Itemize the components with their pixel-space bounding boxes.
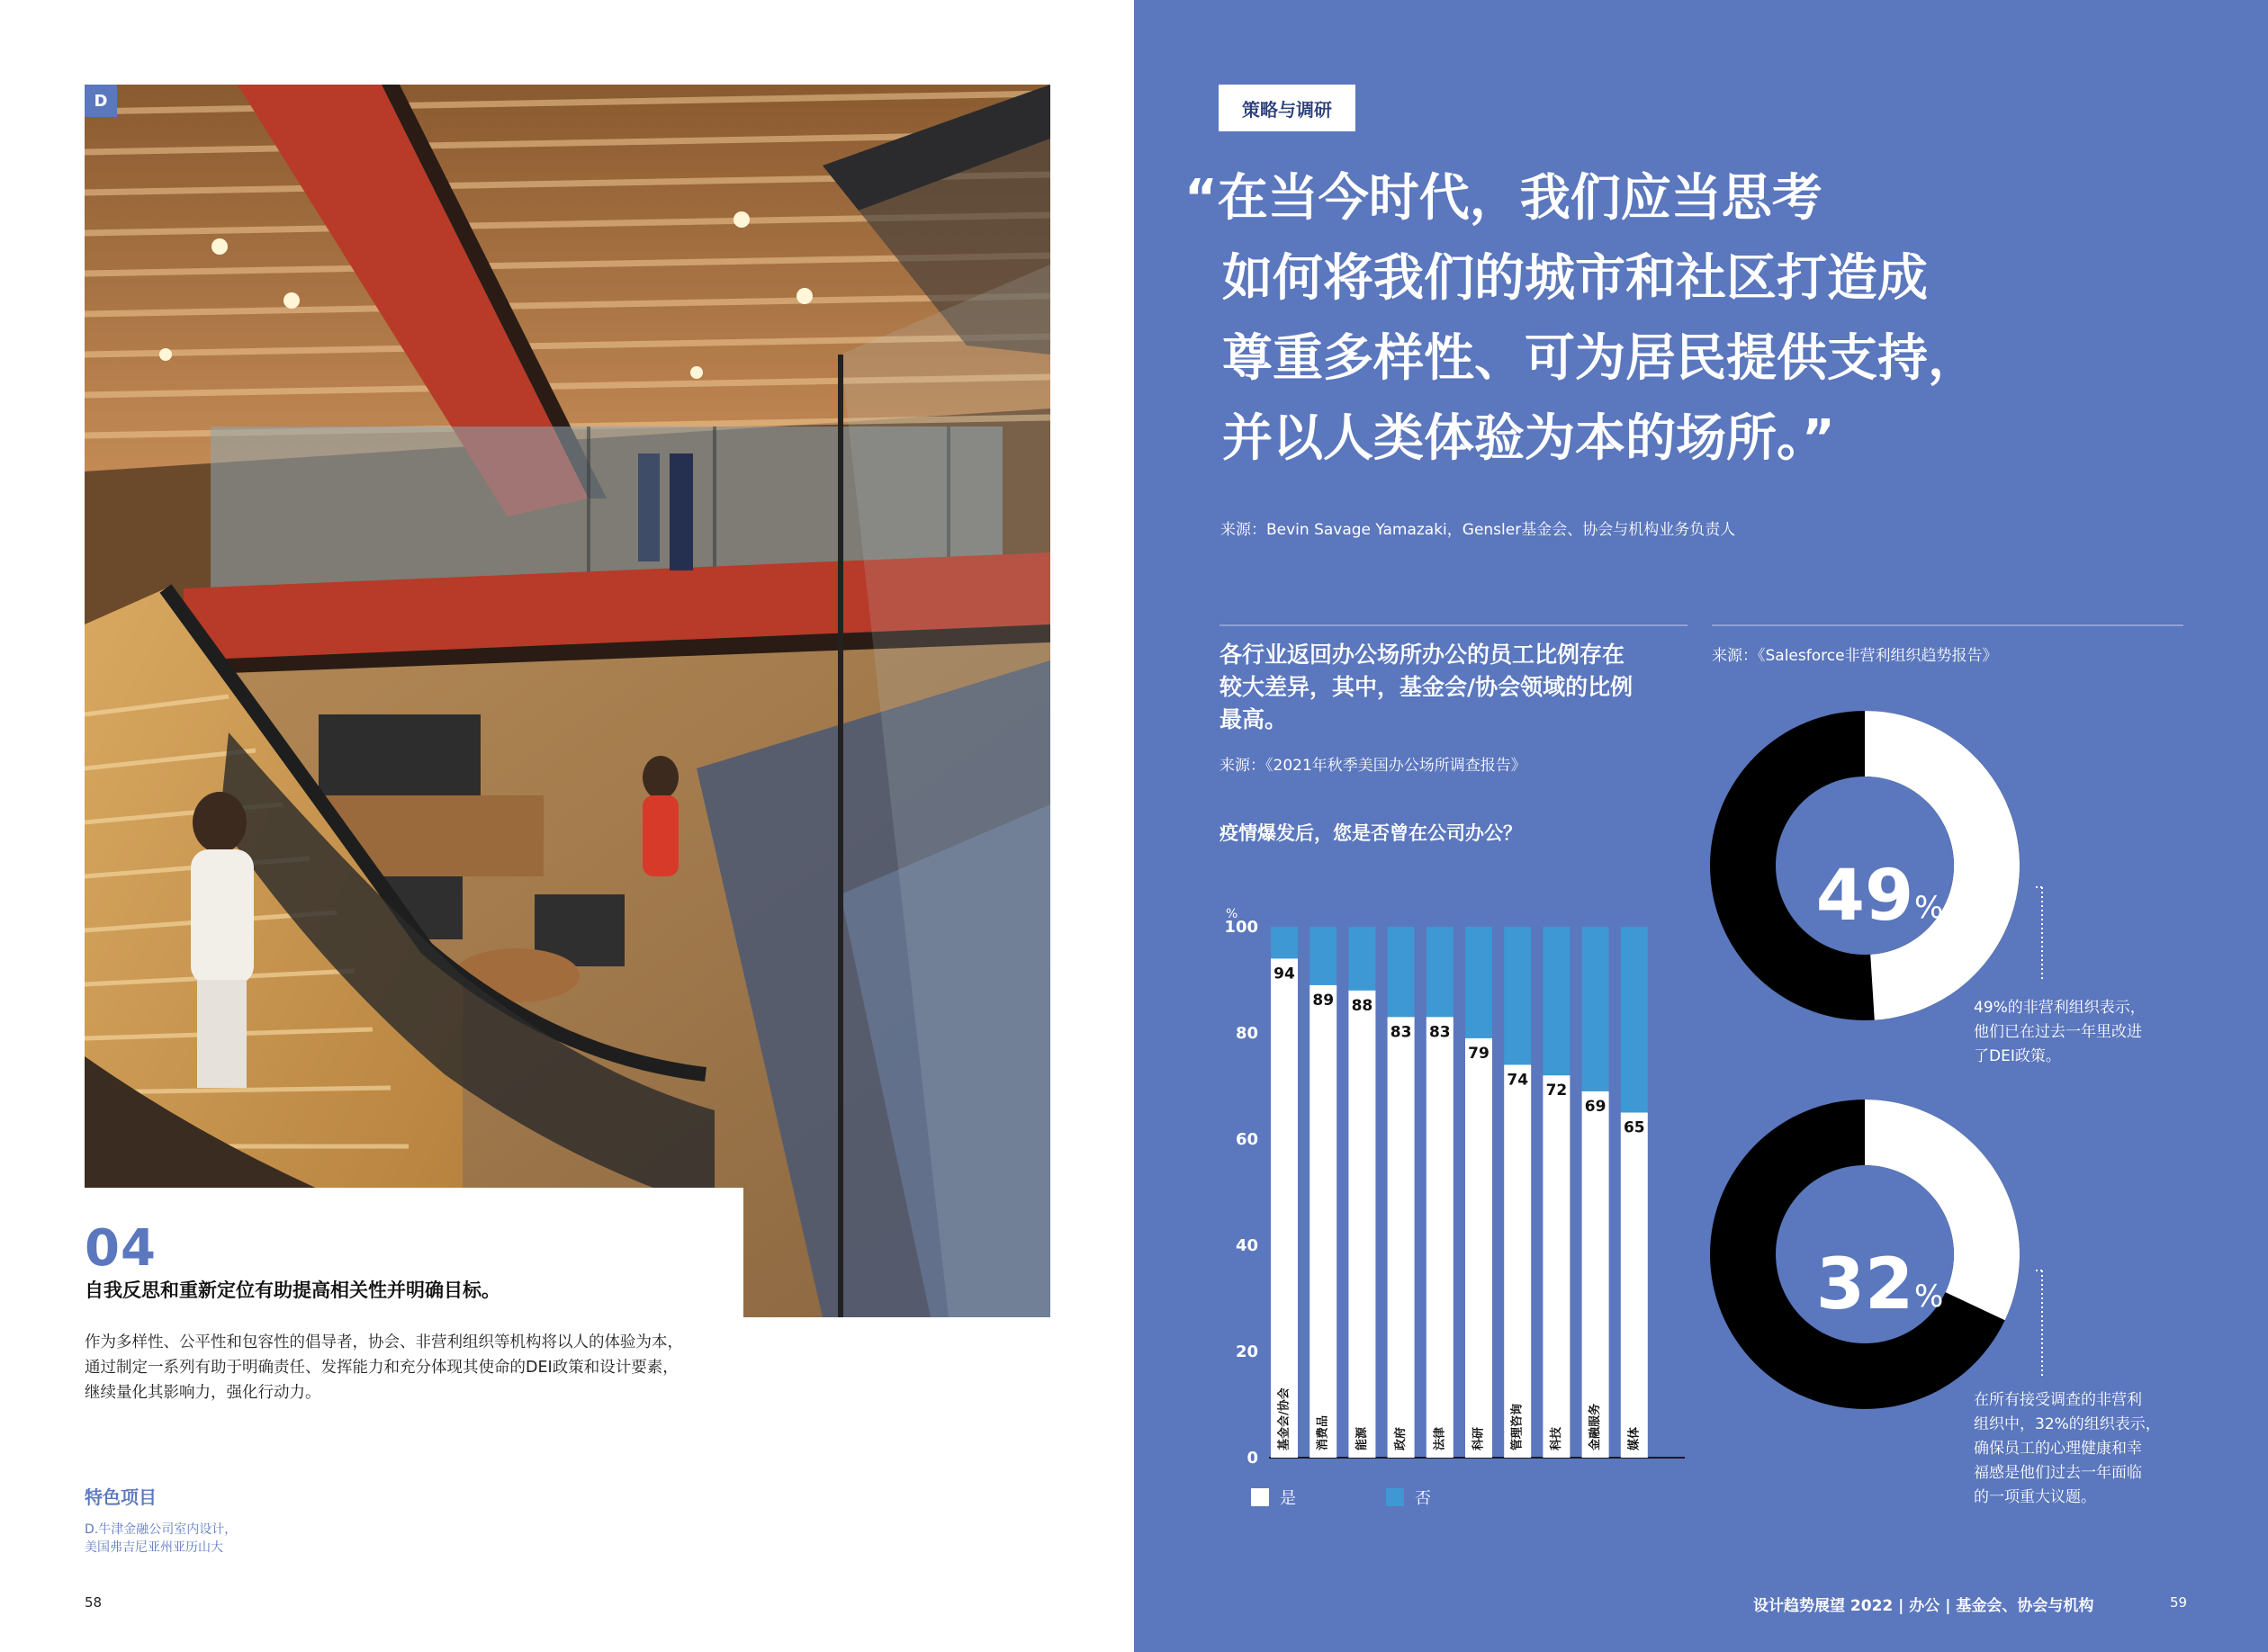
bar-yes bbox=[1271, 958, 1298, 1458]
bar-value-label: 83 bbox=[1428, 1023, 1451, 1042]
note-line: 确保员工的心理健康和幸 bbox=[1974, 1440, 2142, 1458]
caption-line: 美国弗吉尼亚州亚历山大 bbox=[85, 1540, 223, 1555]
survey-source: 来源：《Salesforce非营利组织趋势报告》 bbox=[1712, 647, 1998, 665]
note-line: 49%的非营利组织表示， bbox=[1974, 999, 2146, 1017]
y-tick-label: 80 bbox=[1235, 1024, 1258, 1043]
legend-label: 是 bbox=[1280, 1489, 1296, 1508]
quote-line: 尊重多样性、可为居民提供支持， bbox=[1222, 329, 1978, 388]
page-footer: 设计趋势展望 2022 | 办公 | 基金会、协会与机构 bbox=[1753, 1597, 2094, 1615]
bar-no bbox=[1621, 927, 1648, 1113]
bar-no bbox=[1543, 927, 1570, 1075]
bar-value-label: 79 bbox=[1468, 1044, 1490, 1063]
bar-yes bbox=[1543, 1075, 1570, 1458]
quote-source: 来源：Bevin Savage Yamazaki，Gensler基金会、协会与机构业务负责人 bbox=[1220, 521, 1736, 539]
quote-line: “在当今时代，我们应当思考 bbox=[1184, 169, 1822, 228]
bar-value-label: 74 bbox=[1507, 1071, 1529, 1090]
bar-no bbox=[1310, 927, 1336, 985]
body-line: 继续量化其影响力，强化行动力。 bbox=[85, 1384, 321, 1402]
photo-tag: D bbox=[85, 85, 117, 117]
page-number-left: 58 bbox=[85, 1594, 103, 1611]
bar-yes bbox=[1465, 1038, 1492, 1458]
bar-no bbox=[1271, 927, 1298, 958]
pull-quote bbox=[1184, 158, 1978, 479]
note-line: 在所有接受调查的非营利 bbox=[1974, 1391, 2142, 1409]
body-line: 作为多样性、公平性和包容性的倡导者，协会、非营利组织等机构将以人的体验为本， bbox=[85, 1333, 683, 1351]
donut-unit: % bbox=[1914, 890, 1944, 926]
bar-marks bbox=[1271, 927, 1648, 1458]
y-tick-label: 100 bbox=[1224, 918, 1258, 937]
bar-yes bbox=[1388, 1017, 1415, 1458]
donut-value: 32 bbox=[1815, 1244, 1914, 1325]
bar-value-label: 88 bbox=[1351, 996, 1373, 1015]
donut-unit: % bbox=[1914, 1279, 1944, 1315]
chart-source: 来源：《2021年秋季美国办公场所调查报告》 bbox=[1220, 757, 1526, 775]
quote-line: 并以人类体验为本的场所。” bbox=[1222, 409, 1835, 468]
bar-no bbox=[1348, 927, 1375, 991]
donut-value: 49 bbox=[1815, 856, 1914, 937]
section-title: 自我反思和重新定位有助提高相关性并明确目标。 bbox=[85, 1279, 500, 1301]
featured-project-label: 特色项目 bbox=[85, 1486, 157, 1508]
bar-yes bbox=[1310, 985, 1336, 1458]
bar-yes bbox=[1426, 1017, 1454, 1458]
bar-no bbox=[1426, 927, 1454, 1017]
donut-note bbox=[1974, 1388, 2161, 1510]
note-line: 的一项重大议题。 bbox=[1974, 1488, 2096, 1506]
quote-line: 如何将我们的城市和社区打造成 bbox=[1222, 249, 1928, 308]
stacked-bar-chart bbox=[1206, 891, 1692, 1521]
bar-no bbox=[1582, 927, 1609, 1091]
body-paragraph bbox=[85, 1330, 742, 1405]
category-label: 科技 bbox=[1549, 1426, 1563, 1450]
bar-value-label: 72 bbox=[1545, 1082, 1568, 1100]
note-line: 福感是他们过去一年面临 bbox=[1974, 1464, 2142, 1482]
category-label: 媒体 bbox=[1627, 1426, 1642, 1450]
chart-legend bbox=[1251, 1488, 1431, 1508]
bar-yes bbox=[1504, 1064, 1531, 1458]
donut-note bbox=[1974, 996, 2146, 1069]
bar-value-label: 65 bbox=[1623, 1118, 1645, 1137]
note-line: 组织中，32%的组织表示， bbox=[1974, 1415, 2161, 1433]
caption-line: D.牛津金融公司室内设计， bbox=[85, 1522, 238, 1537]
bar-value-label: 69 bbox=[1584, 1097, 1606, 1116]
bar-value-label: 83 bbox=[1390, 1023, 1412, 1042]
chart-question: 疫情爆发后，您是否曾在公司办公？ bbox=[1220, 822, 1522, 844]
legend-swatch bbox=[1251, 1488, 1269, 1506]
category-label: 科研 bbox=[1472, 1426, 1486, 1450]
bar-value-label: 94 bbox=[1274, 965, 1295, 983]
y-tick-label: 60 bbox=[1235, 1130, 1258, 1149]
chart-heading-line: 最高。 bbox=[1220, 706, 1288, 732]
category-label: 金融服务 bbox=[1588, 1403, 1603, 1450]
y-axis-unit: % bbox=[1226, 907, 1238, 921]
chart-heading bbox=[1220, 639, 1633, 736]
photo-caption bbox=[85, 1521, 237, 1557]
category-tag: 策略与调研 bbox=[1219, 85, 1355, 131]
note-line: 他们已在过去一年里改进 bbox=[1974, 1023, 2142, 1041]
bar-no bbox=[1504, 927, 1531, 1064]
bar-value-label: 89 bbox=[1312, 991, 1335, 1010]
category-label: 消费品 bbox=[1316, 1414, 1330, 1450]
chart-heading-line: 较大差异，其中，基金会/协会领域的比例 bbox=[1220, 674, 1634, 700]
category-label: 政府 bbox=[1394, 1426, 1408, 1450]
office-interior-photo bbox=[85, 85, 1050, 1317]
bar-no bbox=[1388, 927, 1415, 1017]
category-label: 管理咨询 bbox=[1510, 1403, 1525, 1450]
legend-swatch bbox=[1386, 1488, 1404, 1506]
divider-rule bbox=[1712, 624, 2183, 626]
y-tick-label: 20 bbox=[1235, 1342, 1258, 1361]
divider-rule bbox=[1220, 624, 1688, 626]
bar-yes bbox=[1621, 1113, 1648, 1459]
note-line: 了DEI政策。 bbox=[1974, 1047, 2061, 1065]
category-label: 基金会/协会 bbox=[1277, 1387, 1292, 1450]
bar-yes bbox=[1348, 991, 1375, 1458]
legend-label: 否 bbox=[1415, 1489, 1431, 1508]
category-label: 法律 bbox=[1433, 1426, 1447, 1450]
page-number-right: 59 bbox=[2170, 1594, 2188, 1611]
body-line: 通过制定一系列有助于明确责任、发挥能力和充分体现其使命的DEI政策和设计要素， bbox=[85, 1359, 679, 1377]
bar-no bbox=[1465, 927, 1492, 1038]
chart-heading-line: 各行业返回办公场所办公的员工比例存在 bbox=[1220, 642, 1625, 668]
y-tick-label: 40 bbox=[1235, 1236, 1258, 1255]
category-label: 能源 bbox=[1354, 1426, 1369, 1450]
section-number: 04 bbox=[85, 1219, 157, 1278]
text-panel bbox=[85, 1188, 743, 1332]
bar-yes bbox=[1582, 1091, 1609, 1458]
y-tick-label: 0 bbox=[1246, 1449, 1258, 1468]
